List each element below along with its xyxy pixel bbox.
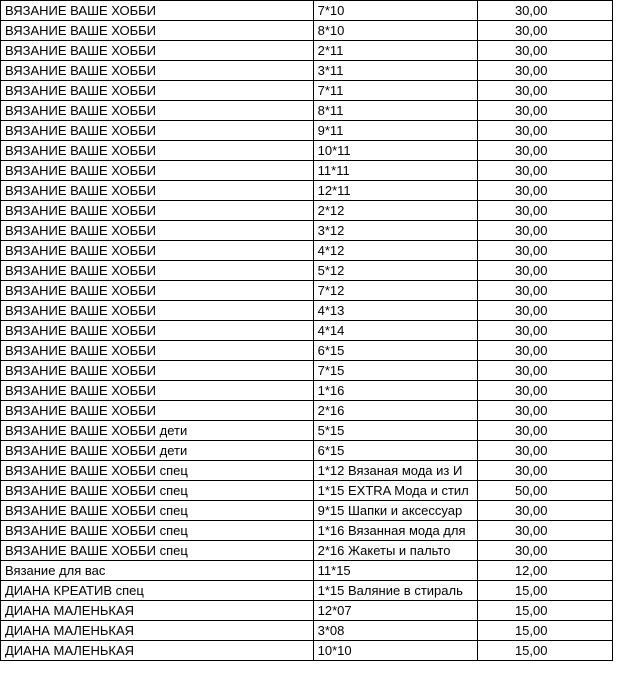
- cell-empty[interactable]: [612, 501, 620, 521]
- cell-issue[interactable]: 10*10: [313, 641, 477, 661]
- cell-issue[interactable]: 6*15: [313, 341, 477, 361]
- cell-price[interactable]: 30,00: [477, 501, 612, 521]
- cell-empty[interactable]: [612, 401, 620, 421]
- cell-name[interactable]: ВЯЗАНИЕ ВАШЕ ХОББИ дети: [1, 441, 314, 461]
- table-row[interactable]: [1, 41, 620, 61]
- cell-empty[interactable]: [612, 61, 620, 81]
- cell-issue[interactable]: 5*12: [313, 261, 477, 281]
- cell-issue[interactable]: 8*10: [313, 21, 477, 41]
- cell-price[interactable]: 30,00: [477, 81, 612, 101]
- cell-empty[interactable]: [612, 621, 620, 641]
- cell-name[interactable]: ДИАНА КРЕАТИВ спец: [1, 581, 314, 601]
- cell-empty[interactable]: [612, 181, 620, 201]
- table-row[interactable]: [1, 61, 620, 81]
- cell-empty[interactable]: [612, 161, 620, 181]
- table-row[interactable]: [1, 261, 620, 281]
- cell-name[interactable]: ДИАНА МАЛЕНЬКАЯ: [1, 621, 314, 641]
- cell-name[interactable]: ВЯЗАНИЕ ВАШЕ ХОББИ: [1, 261, 314, 281]
- table-row[interactable]: [1, 81, 620, 101]
- cell-price[interactable]: 30,00: [477, 261, 612, 281]
- cell-empty[interactable]: [612, 301, 620, 321]
- cell-price[interactable]: 15,00: [477, 601, 612, 621]
- cell-issue[interactable]: 12*07: [313, 601, 477, 621]
- cell-price[interactable]: 30,00: [477, 461, 612, 481]
- cell-price[interactable]: 30,00: [477, 121, 612, 141]
- cell-issue[interactable]: 4*12: [313, 241, 477, 261]
- cell-empty[interactable]: [612, 261, 620, 281]
- cell-issue[interactable]: 8*11: [313, 101, 477, 121]
- cell-empty[interactable]: [612, 221, 620, 241]
- cell-empty[interactable]: [612, 321, 620, 341]
- cell-empty[interactable]: [612, 541, 620, 561]
- cell-empty[interactable]: [612, 121, 620, 141]
- cell-issue[interactable]: 9*15 Шапки и аксессуар: [313, 501, 477, 521]
- cell-price[interactable]: 30,00: [477, 21, 612, 41]
- cell-name[interactable]: ВЯЗАНИЕ ВАШЕ ХОББИ: [1, 361, 314, 381]
- cell-name[interactable]: ВЯЗАНИЕ ВАШЕ ХОББИ: [1, 121, 314, 141]
- cell-name[interactable]: ВЯЗАНИЕ ВАШЕ ХОББИ: [1, 21, 314, 41]
- cell-issue[interactable]: 11*15: [313, 561, 477, 581]
- cell-issue[interactable]: 2*16: [313, 401, 477, 421]
- cell-empty[interactable]: [612, 441, 620, 461]
- table-row[interactable]: [1, 321, 620, 341]
- table-row[interactable]: [1, 581, 620, 601]
- table-row[interactable]: [1, 181, 620, 201]
- cell-issue[interactable]: 1*16 Вязанная мода для: [313, 521, 477, 541]
- cell-price[interactable]: 15,00: [477, 641, 612, 661]
- cell-name[interactable]: ВЯЗАНИЕ ВАШЕ ХОББИ: [1, 41, 314, 61]
- cell-empty[interactable]: [612, 201, 620, 221]
- cell-issue[interactable]: 6*15: [313, 441, 477, 461]
- table-row[interactable]: [1, 361, 620, 381]
- cell-issue[interactable]: 5*15: [313, 421, 477, 441]
- table-row[interactable]: [1, 201, 620, 221]
- cell-price[interactable]: 15,00: [477, 621, 612, 641]
- cell-issue[interactable]: 7*11: [313, 81, 477, 101]
- cell-price[interactable]: 30,00: [477, 341, 612, 361]
- cell-price[interactable]: 30,00: [477, 381, 612, 401]
- table-row[interactable]: [1, 21, 620, 41]
- table-row[interactable]: [1, 421, 620, 441]
- table-row[interactable]: [1, 561, 620, 581]
- table-row[interactable]: [1, 501, 620, 521]
- table-row[interactable]: [1, 121, 620, 141]
- cell-name[interactable]: ВЯЗАНИЕ ВАШЕ ХОББИ: [1, 81, 314, 101]
- cell-issue[interactable]: 2*12: [313, 201, 477, 221]
- cell-empty[interactable]: [612, 41, 620, 61]
- cell-name[interactable]: ВЯЗАНИЕ ВАШЕ ХОББИ: [1, 1, 314, 21]
- cell-name[interactable]: ВЯЗАНИЕ ВАШЕ ХОББИ спец: [1, 541, 314, 561]
- table-row[interactable]: [1, 221, 620, 241]
- cell-name[interactable]: ВЯЗАНИЕ ВАШЕ ХОББИ: [1, 341, 314, 361]
- cell-name[interactable]: ВЯЗАНИЕ ВАШЕ ХОББИ: [1, 61, 314, 81]
- cell-name[interactable]: ВЯЗАНИЕ ВАШЕ ХОББИ спец: [1, 501, 314, 521]
- cell-issue[interactable]: 1*15 Валяние в стираль: [313, 581, 477, 601]
- cell-empty[interactable]: [612, 241, 620, 261]
- cell-issue[interactable]: 4*14: [313, 321, 477, 341]
- cell-name[interactable]: ВЯЗАНИЕ ВАШЕ ХОББИ: [1, 301, 314, 321]
- cell-empty[interactable]: [612, 1, 620, 21]
- cell-name[interactable]: ВЯЗАНИЕ ВАШЕ ХОББИ спец: [1, 521, 314, 541]
- cell-name[interactable]: ДИАНА МАЛЕНЬКАЯ: [1, 641, 314, 661]
- cell-issue[interactable]: 1*15 EXTRA Мода и стил: [313, 481, 477, 501]
- table-row[interactable]: [1, 1, 620, 21]
- cell-price[interactable]: 30,00: [477, 521, 612, 541]
- grid-body: [1, 1, 620, 661]
- cell-empty[interactable]: [612, 641, 620, 661]
- table-row[interactable]: [1, 481, 620, 501]
- cell-name[interactable]: ВЯЗАНИЕ ВАШЕ ХОББИ: [1, 381, 314, 401]
- cell-price[interactable]: 30,00: [477, 441, 612, 461]
- table-row[interactable]: [1, 641, 620, 661]
- cell-issue[interactable]: 9*11: [313, 121, 477, 141]
- cell-empty[interactable]: [612, 421, 620, 441]
- cell-name[interactable]: ВЯЗАНИЕ ВАШЕ ХОББИ: [1, 141, 314, 161]
- cell-price[interactable]: 30,00: [477, 61, 612, 81]
- table-row[interactable]: [1, 301, 620, 321]
- cell-name[interactable]: ВЯЗАНИЕ ВАШЕ ХОББИ: [1, 321, 314, 341]
- cell-empty[interactable]: [612, 341, 620, 361]
- cell-price[interactable]: 30,00: [477, 221, 612, 241]
- cell-name[interactable]: ВЯЗАНИЕ ВАШЕ ХОББИ спец: [1, 481, 314, 501]
- cell-name[interactable]: ВЯЗАНИЕ ВАШЕ ХОББИ: [1, 201, 314, 221]
- cell-price[interactable]: 30,00: [477, 181, 612, 201]
- cell-name[interactable]: ВЯЗАНИЕ ВАШЕ ХОББИ: [1, 281, 314, 301]
- table-row[interactable]: [1, 441, 620, 461]
- table-row[interactable]: [1, 241, 620, 261]
- table-row[interactable]: [1, 381, 620, 401]
- table-row[interactable]: [1, 401, 620, 421]
- cell-price[interactable]: 30,00: [477, 281, 612, 301]
- cell-issue[interactable]: 7*10: [313, 1, 477, 21]
- cell-price[interactable]: 30,00: [477, 321, 612, 341]
- cell-price[interactable]: 30,00: [477, 361, 612, 381]
- table-row[interactable]: [1, 541, 620, 561]
- cell-price[interactable]: 30,00: [477, 421, 612, 441]
- cell-empty[interactable]: [612, 601, 620, 621]
- cell-empty[interactable]: [612, 361, 620, 381]
- cell-issue[interactable]: 10*11: [313, 141, 477, 161]
- cell-price[interactable]: 30,00: [477, 301, 612, 321]
- cell-issue[interactable]: 3*11: [313, 61, 477, 81]
- table-row[interactable]: [1, 341, 620, 361]
- cell-issue[interactable]: 4*13: [313, 301, 477, 321]
- cell-price[interactable]: 30,00: [477, 241, 612, 261]
- table-row[interactable]: [1, 281, 620, 301]
- cell-price[interactable]: 50,00: [477, 481, 612, 501]
- cell-price[interactable]: 30,00: [477, 1, 612, 21]
- cell-issue[interactable]: 2*11: [313, 41, 477, 61]
- cell-empty[interactable]: [612, 461, 620, 481]
- cell-name[interactable]: ВЯЗАНИЕ ВАШЕ ХОББИ: [1, 241, 314, 261]
- cell-empty[interactable]: [612, 581, 620, 601]
- cell-price[interactable]: 30,00: [477, 201, 612, 221]
- cell-name[interactable]: ВЯЗАНИЕ ВАШЕ ХОББИ спец: [1, 461, 314, 481]
- cell-name[interactable]: ДИАНА МАЛЕНЬКАЯ: [1, 601, 314, 621]
- cell-issue[interactable]: 1*12 Вязаная мода из И: [313, 461, 477, 481]
- table-row[interactable]: [1, 621, 620, 641]
- cell-issue[interactable]: 2*16 Жакеты и пальто: [313, 541, 477, 561]
- cell-price[interactable]: 30,00: [477, 541, 612, 561]
- table-row[interactable]: [1, 141, 620, 161]
- cell-empty[interactable]: [612, 521, 620, 541]
- cell-name[interactable]: ВЯЗАНИЕ ВАШЕ ХОББИ: [1, 221, 314, 241]
- table-row[interactable]: [1, 601, 620, 621]
- table-row[interactable]: [1, 461, 620, 481]
- cell-empty[interactable]: [612, 381, 620, 401]
- table-row[interactable]: [1, 101, 620, 121]
- cell-empty[interactable]: [612, 141, 620, 161]
- cell-price[interactable]: 30,00: [477, 101, 612, 121]
- cell-name[interactable]: Вязание для вас: [1, 561, 314, 581]
- cell-empty[interactable]: [612, 81, 620, 101]
- cell-name[interactable]: ВЯЗАНИЕ ВАШЕ ХОББИ: [1, 161, 314, 181]
- cell-issue[interactable]: 12*11: [313, 181, 477, 201]
- cell-price[interactable]: 15,00: [477, 581, 612, 601]
- cell-name[interactable]: ВЯЗАНИЕ ВАШЕ ХОББИ дети: [1, 421, 314, 441]
- cell-price[interactable]: 30,00: [477, 141, 612, 161]
- cell-empty[interactable]: [612, 481, 620, 501]
- cell-issue[interactable]: 3*08: [313, 621, 477, 641]
- cell-name[interactable]: ВЯЗАНИЕ ВАШЕ ХОББИ: [1, 181, 314, 201]
- cell-issue[interactable]: 7*12: [313, 281, 477, 301]
- cell-issue[interactable]: 1*16: [313, 381, 477, 401]
- cell-issue[interactable]: 11*11: [313, 161, 477, 181]
- cell-empty[interactable]: [612, 281, 620, 301]
- cell-name[interactable]: ВЯЗАНИЕ ВАШЕ ХОББИ: [1, 401, 314, 421]
- cell-issue[interactable]: 3*12: [313, 221, 477, 241]
- cell-price[interactable]: 12,00: [477, 561, 612, 581]
- cell-price[interactable]: 30,00: [477, 161, 612, 181]
- cell-price[interactable]: 30,00: [477, 401, 612, 421]
- cell-empty[interactable]: [612, 561, 620, 581]
- cell-price[interactable]: 30,00: [477, 41, 612, 61]
- table-row[interactable]: [1, 521, 620, 541]
- cell-empty[interactable]: [612, 21, 620, 41]
- cell-issue[interactable]: 7*15: [313, 361, 477, 381]
- table-row[interactable]: [1, 161, 620, 181]
- cell-empty[interactable]: [612, 101, 620, 121]
- cell-name[interactable]: ВЯЗАНИЕ ВАШЕ ХОББИ: [1, 101, 314, 121]
